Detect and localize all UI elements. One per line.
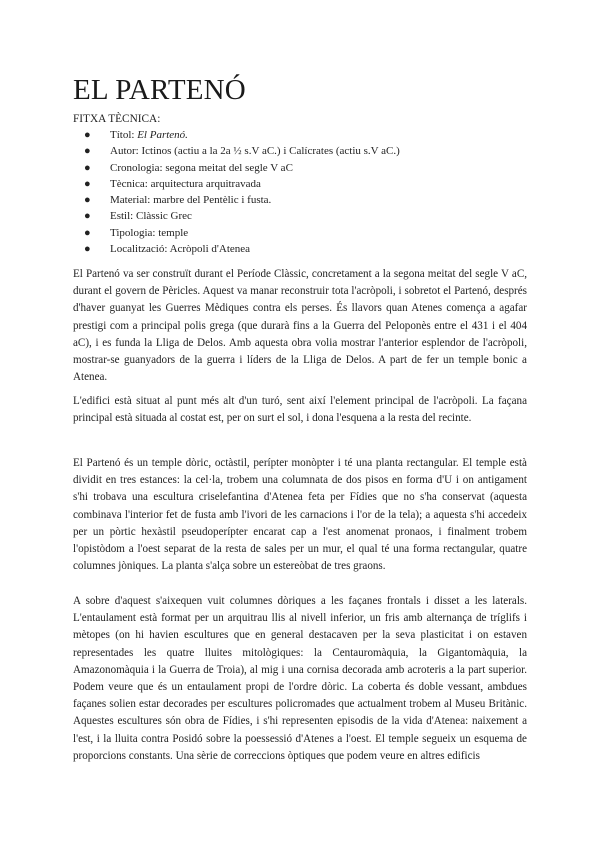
list-item [73, 241, 400, 257]
paragraph-location: L'edifici està situat al punt més alt d'un turó, sent així l'element principal de l'acròpoli. La façana principal està situada al costat est, per on surt el sol, i dona l'esquena a la resta del recinte. [73, 395, 527, 425]
fact-label: Tipologia: [110, 226, 159, 239]
fact-label: Cronologia: [110, 161, 166, 174]
list-item [73, 225, 400, 241]
bullet-icon: ● [84, 243, 91, 256]
bullet-icon: ● [84, 226, 91, 239]
paragraph-floor-plan: El Partenó és un temple dòric, octàstil, perípter monòpter i té una planta rectangular. El temple està dividit en tres estances: la cel·la, trobem una columnata de dos pisos en forma d'U i on antigament s'hi trobava una escultura criselefantina d'Atenea feta per Fídies que no s'ha conservat (aquesta combinava l'interior fet de fusta amb l'ivori de les carnacions i l'or de la tela); a aquesta s'hi accedeix per un pòrtic hexàstil pseudoperípter encarat cap a l'est anomenat pronaos, i finalment trobem l'opistòdom a l'oest separat de la resta de sales per un mur, el qual té una forma rectangular, quatre columnes jòniques. La planta s'alça sobre un estereòbat de tres graons. [73, 457, 527, 573]
paragraph-historical-context: El Partenó va ser construït durant el Període Clàssic, concretament a la segona meitat del segle V aC, durant el govern de Pèricles. Aquest va manar reconstruir tota l'acròpoli, i sobretot el Partenó, després d'haver guanyat les Guerres Mèdiques contra els perses. És llavors quan Atenes comença a agafar prestigi com a principal polis grega (que durarà fins a la Guerra del Peloponès entre el 431 i el 404 aC), i es funda la Lliga de Delos. Amb aquesta obra volia mostrar l'anterior esplendor de l'acròpoli, mostrar-se guanyadors de la guerra i líders de la Lliga de Delos. A part de fer un temple bonic a Atenea. [73, 268, 527, 384]
list-item [73, 192, 400, 208]
fact-label: Estil: [110, 210, 136, 223]
fact-value: Acròpoli d'Atenea [169, 243, 251, 256]
bullet-icon: ● [84, 177, 91, 190]
fact-value: El Partenó. [137, 129, 188, 141]
fact-value: temple [158, 226, 189, 239]
bullet-icon: ● [84, 210, 91, 223]
paragraph-elevation: A sobre d'aquest s'aixequen vuit columnes dòriques a les façanes frontals i disset a les laterals. L'entaulament està format per un arquitrau llis al nivell inferior, un fris amb alternança de tríglifs i mètopes (on hi havien escultures que en general destacaven per la seva plasticitat i on estaven representades les quatre lluites mitològiques: la Centauromàquia, la Gigantomàquia, la Amazonomàquia i la Guerra de Troia), al mig i una cornisa decorada amb acroteris a la part superior. Podem veure que és un entaulament propi de l'ordre dòric. La coberta és doble vessant, ambdues façanes solien estar decorades per escultures policromades que actualment trobem al Museu Britànic. Aquestes escultures són obra de Fídies, i s'hi representen episodis de la vida d'Atenea: naixement a l'est, i la lluita contra Posidó sobre la poessessió d'Atenes a l'oest. El temple segueix un esquema de proporcions constants. Una sèrie de correccions òptiques que podem veure en altres edificis [73, 595, 527, 762]
fact-value: marbre del Pentèlic i fusta. [153, 194, 272, 207]
bullet-icon: ● [84, 145, 91, 158]
section-heading: FITXA TÈCNICA: [73, 113, 161, 125]
list-item [73, 127, 400, 143]
fact-label: Material: [110, 194, 154, 207]
technical-sheet-list [73, 127, 400, 257]
fact-value: segona meitat del segle V aC [165, 161, 293, 174]
page-title: EL PARTENÓ [73, 74, 246, 106]
fact-value: Clàssic Grec [135, 210, 192, 223]
list-item [73, 160, 400, 176]
fact-label: Autor: [110, 145, 142, 158]
fact-value: Ictinos (actiu a la 2a ½ s.V aC.) i Calícrates (actiu s.V aC.) [141, 145, 400, 158]
fact-value: arquitectura arquitravada [150, 177, 261, 190]
fact-label: Títol: [110, 129, 138, 141]
list-item [73, 143, 400, 159]
fact-label: Localització: [110, 243, 170, 256]
list-item [73, 208, 400, 224]
bullet-icon: ● [84, 129, 91, 141]
bullet-icon: ● [84, 161, 91, 174]
fact-label: Tècnica: [110, 177, 151, 190]
bullet-icon: ● [84, 194, 91, 207]
list-item [73, 176, 400, 192]
